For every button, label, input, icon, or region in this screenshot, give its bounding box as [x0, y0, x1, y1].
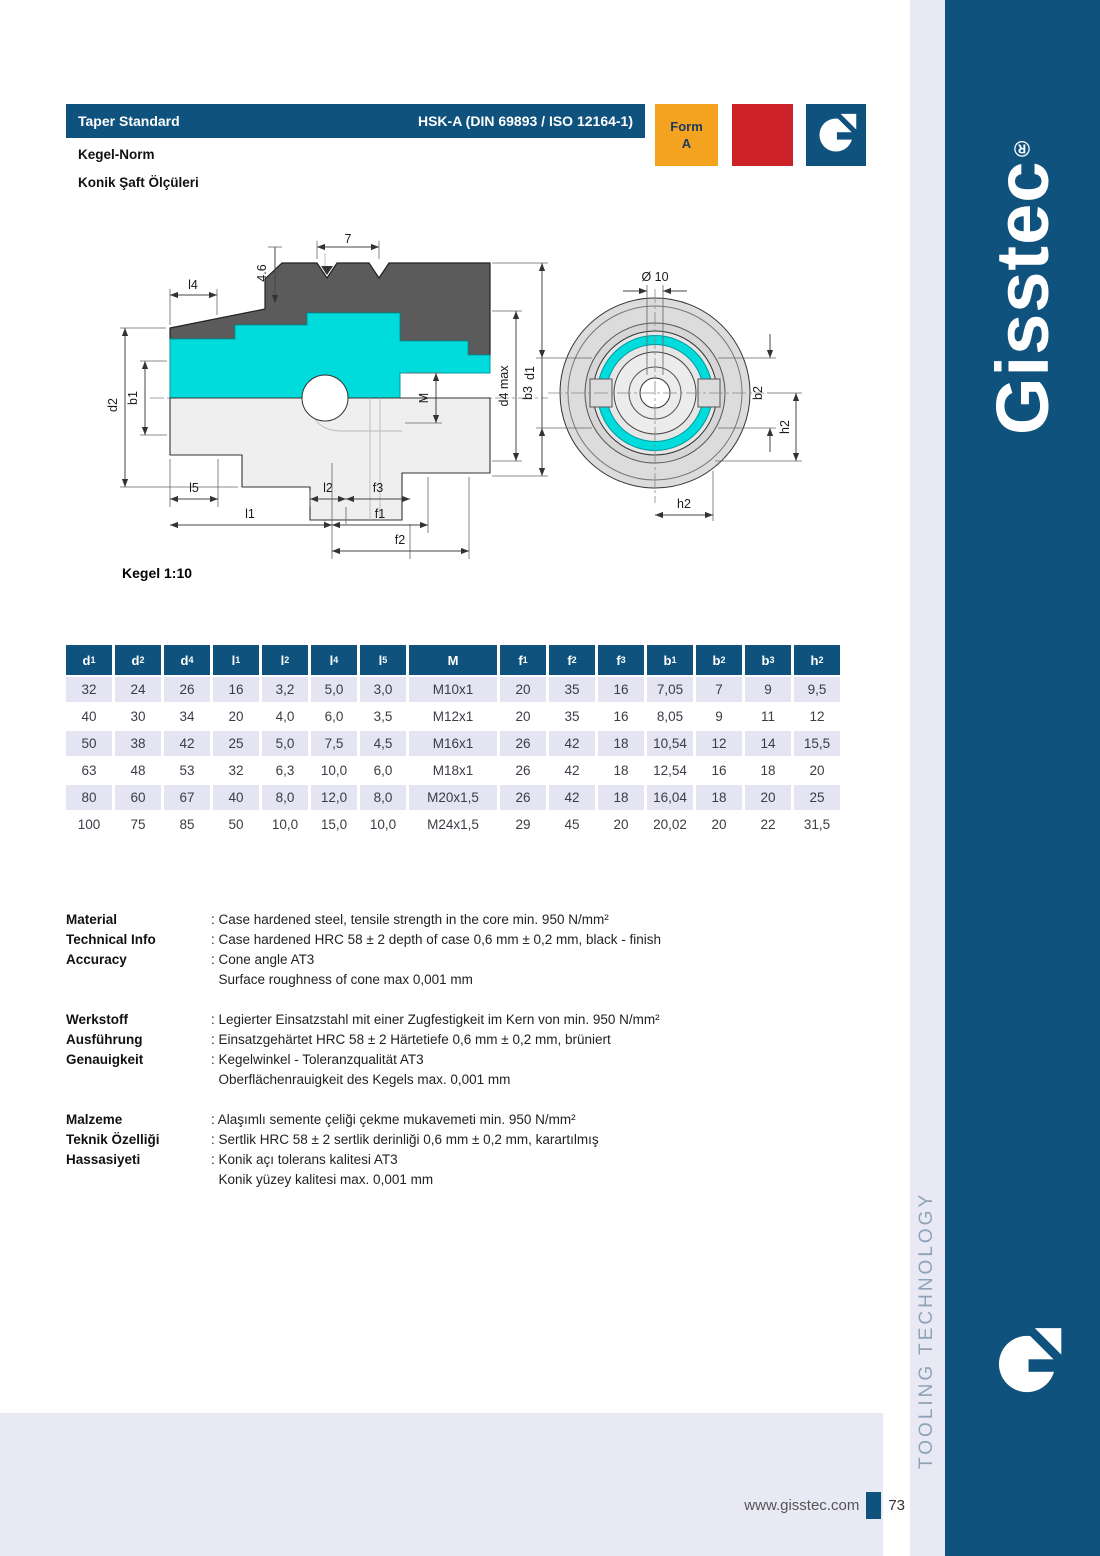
info-text: : Case hardened steel, tensile strength in the core min. 950 N/mm² — [211, 912, 609, 927]
table-cell: 50 — [66, 731, 112, 756]
table-cell: 12 — [794, 704, 840, 729]
table-cell: 20 — [696, 812, 742, 837]
info-label: Malzeme — [66, 1112, 123, 1127]
info-line — [66, 912, 826, 932]
table-cell: 22 — [745, 812, 791, 837]
info-line — [66, 972, 826, 992]
col-header-b2: b 2 — [696, 645, 742, 675]
table-cell: 42 — [549, 785, 595, 810]
col-header-f1: f 1 — [500, 645, 546, 675]
table-cell: 3,2 — [262, 677, 308, 702]
table-cell: 7,05 — [647, 677, 693, 702]
col-header-f3: f 3 — [598, 645, 644, 675]
table-cell: 80 — [66, 785, 112, 810]
info-label: Accuracy — [66, 952, 127, 967]
table-cell: 20,02 — [647, 812, 693, 837]
table-cell: 12,0 — [311, 785, 357, 810]
info-label: Werkstoff — [66, 1012, 129, 1027]
table-cell: 30 — [115, 704, 161, 729]
table-cell: 18 — [696, 785, 742, 810]
svg-text:b1: b1 — [126, 391, 140, 405]
form-a-badge — [655, 104, 718, 166]
table-cell: 10,0 — [311, 758, 357, 783]
table-cell: 20 — [745, 785, 791, 810]
svg-text:4.6: 4.6 — [255, 264, 269, 282]
svg-text:Ø 10: Ø 10 — [641, 270, 669, 284]
table-cell: 5,0 — [311, 677, 357, 702]
col-header-d1: d 1 — [66, 645, 112, 675]
table-cell: 20 — [598, 812, 644, 837]
info-text: : Einsatzgehärtet HRC 58 ± 2 Härtetiefe 0,6 mm ± 0,2 mm, brüniert — [211, 1032, 611, 1047]
svg-text:h2: h2 — [778, 420, 792, 434]
header-logo-box — [806, 104, 866, 166]
table-cell: 6,3 — [262, 758, 308, 783]
table-cell: 42 — [549, 731, 595, 756]
registered-mark: ® — [1009, 134, 1035, 161]
svg-text:h2: h2 — [677, 497, 691, 511]
table-cell: 16 — [598, 677, 644, 702]
tagline-vertical-text: TOOLING TECHNOLOGY — [916, 1191, 937, 1469]
table-cell: 6,0 — [360, 758, 406, 783]
table-cell: 5,0 — [262, 731, 308, 756]
table-cell: 32 — [66, 677, 112, 702]
col-header-l4: l 4 — [311, 645, 357, 675]
table-cell: 24 — [115, 677, 161, 702]
info-label: Technical Info — [66, 932, 156, 947]
info-label: Ausführung — [66, 1032, 143, 1047]
table-cell: 35 — [549, 677, 595, 702]
col-header-l2: l 2 — [262, 645, 308, 675]
brand-name: Gisstec — [981, 160, 1064, 436]
info-text: : Legierter Einsatzstahl mit einer Zugfestigkeit im Kern von min. 950 N/mm² — [211, 1012, 660, 1027]
svg-text:Kegel 1:10: Kegel 1:10 — [122, 565, 193, 581]
table-cell: M18x1 — [409, 758, 497, 783]
table-cell: 42 — [549, 758, 595, 783]
table-cell: 40 — [66, 704, 112, 729]
table-cell: 9 — [745, 677, 791, 702]
table-cell: 20 — [500, 677, 546, 702]
footer-accent-rect — [866, 1492, 881, 1519]
info-block — [66, 1112, 826, 1192]
spec-table — [66, 645, 840, 837]
table-cell: 45 — [549, 812, 595, 837]
table-cell: 25 — [213, 731, 259, 756]
table-cell: 3,5 — [360, 704, 406, 729]
info-text: Oberflächenrauigkeit des Kegels max. 0,001 mm — [211, 1072, 511, 1087]
info-label — [66, 972, 211, 992]
info-text: Konik yüzey kalitesi max. 0,001 mm — [211, 1172, 434, 1187]
info-line — [66, 1152, 826, 1172]
table-cell: 16 — [598, 704, 644, 729]
red-color-badge — [732, 104, 793, 166]
table-cell: 9 — [696, 704, 742, 729]
table-cell: 8,05 — [647, 704, 693, 729]
page-number: 73 — [888, 1497, 905, 1514]
table-cell: 63 — [66, 758, 112, 783]
table-cell: 14 — [745, 731, 791, 756]
table-cell: 40 — [213, 785, 259, 810]
footer-row — [500, 1492, 905, 1519]
table-cell: 26 — [500, 785, 546, 810]
table-cell: 31,5 — [794, 812, 840, 837]
info-line — [66, 1132, 826, 1152]
table-cell: 7 — [696, 677, 742, 702]
table-cell: 26 — [500, 758, 546, 783]
table-cell: 20 — [213, 704, 259, 729]
info-text: : Case hardened HRC 58 ± 2 depth of case 0,6 mm ± 0,2 mm, black - finish — [211, 932, 662, 947]
table-cell: 4,5 — [360, 731, 406, 756]
svg-text:M: M — [417, 392, 431, 404]
table-cell: 12,54 — [647, 758, 693, 783]
info-line — [66, 1012, 826, 1032]
table-cell: 50 — [213, 812, 259, 837]
table-cell: M12x1 — [409, 704, 497, 729]
info-line — [66, 1172, 826, 1192]
gisstec-logo-icon-small — [813, 112, 859, 158]
table-cell: 20 — [500, 704, 546, 729]
table-cell: M10x1 — [409, 677, 497, 702]
svg-text:l1: l1 — [245, 507, 255, 521]
col-header-l1: l 1 — [213, 645, 259, 675]
title-bar — [66, 104, 645, 138]
table-cell: 10,0 — [262, 812, 308, 837]
info-label — [66, 1072, 211, 1092]
website-link[interactable]: www.gisstec.com — [744, 1497, 860, 1514]
col-header-h2: h 2 — [794, 645, 840, 675]
table-cell: 18 — [745, 758, 791, 783]
table-cell: 67 — [164, 785, 210, 810]
info-text: : Konik açı tolerans kalitesi AT3 — [211, 1152, 398, 1167]
svg-text:7: 7 — [344, 233, 352, 246]
subtitle-german: Kegel-Norm — [78, 147, 155, 162]
form-label: Form — [670, 119, 703, 134]
table-cell: 34 — [164, 704, 210, 729]
brand-vertical-text — [945, 50, 1100, 520]
table-cell: 12 — [696, 731, 742, 756]
svg-text:d4 max: d4 max — [497, 365, 511, 407]
title-bar-left: Taper Standard — [78, 113, 180, 129]
table-cell: 18 — [598, 731, 644, 756]
col-header-b3: b 3 — [745, 645, 791, 675]
subtitle-turkish: Konik Şaft Ölçüleri — [78, 175, 199, 190]
side-section-view — [106, 233, 548, 581]
table-cell: 3,0 — [360, 677, 406, 702]
table-cell: 15,5 — [794, 731, 840, 756]
table-cell: 42 — [164, 731, 210, 756]
table-cell: 18 — [598, 785, 644, 810]
table-cell: 38 — [115, 731, 161, 756]
info-text: : Alaşımlı semente çeliği çekme mukavemeti min. 950 N/mm² — [211, 1112, 576, 1127]
svg-text:b3: b3 — [521, 386, 535, 400]
col-header-f2: f 2 — [549, 645, 595, 675]
info-block — [66, 912, 826, 992]
table-cell: 100 — [66, 812, 112, 837]
info-block — [66, 1012, 826, 1092]
table-cell: 7,5 — [311, 731, 357, 756]
col-header-l5: l 5 — [360, 645, 406, 675]
info-text: Surface roughness of cone max 0,001 mm — [211, 972, 473, 987]
table-cell: 9,5 — [794, 677, 840, 702]
table-cell: 16 — [696, 758, 742, 783]
svg-text:l4: l4 — [188, 278, 198, 292]
info-label: Teknik Özelliği — [66, 1132, 160, 1147]
info-label — [66, 1172, 211, 1192]
table-cell: 18 — [598, 758, 644, 783]
col-header-b1: b 1 — [647, 645, 693, 675]
table-cell: 16 — [213, 677, 259, 702]
col-header-d2: d 2 — [115, 645, 161, 675]
svg-text:l2: l2 — [323, 481, 333, 495]
table-cell: 10,54 — [647, 731, 693, 756]
table-cell: 32 — [213, 758, 259, 783]
info-label: Hassasiyeti — [66, 1152, 141, 1167]
table-cell: 60 — [115, 785, 161, 810]
svg-text:f3: f3 — [372, 481, 384, 495]
info-line — [66, 932, 826, 952]
table-cell: 16,04 — [647, 785, 693, 810]
svg-text:l5: l5 — [189, 481, 199, 495]
info-line — [66, 1072, 826, 1092]
table-cell: 11 — [745, 704, 791, 729]
table-cell: 10,0 — [360, 812, 406, 837]
col-header-M: M — [409, 645, 497, 675]
svg-text:b2: b2 — [751, 386, 765, 400]
info-text: : Kegelwinkel - Toleranzqualität AT3 — [211, 1052, 424, 1067]
table-cell: M24x1,5 — [409, 812, 497, 837]
table-cell: 25 — [794, 785, 840, 810]
footer-band — [0, 1413, 883, 1556]
table-cell: 35 — [549, 704, 595, 729]
info-line — [66, 1112, 826, 1132]
svg-text:f1: f1 — [374, 507, 386, 521]
info-line — [66, 952, 826, 972]
table-cell: 29 — [500, 812, 546, 837]
table-cell: 8,0 — [262, 785, 308, 810]
table-cell: 26 — [500, 731, 546, 756]
table-cell: 6,0 — [311, 704, 357, 729]
info-label: Material — [66, 912, 118, 927]
table-cell: 48 — [115, 758, 161, 783]
table-cell: 4,0 — [262, 704, 308, 729]
info-label: Genauigkeit — [66, 1052, 144, 1067]
svg-text:f2: f2 — [394, 533, 406, 547]
table-cell: 20 — [794, 758, 840, 783]
drive-hole — [302, 375, 348, 421]
table-cell: M16x1 — [409, 731, 497, 756]
info-text: : Sertlik HRC 58 ± 2 sertlik derinliği 0,6 mm ± 0,2 mm, karartılmış — [211, 1132, 599, 1147]
table-cell: 53 — [164, 758, 210, 783]
front-view — [521, 270, 802, 521]
technical-drawing — [70, 233, 860, 593]
table-cell: 85 — [164, 812, 210, 837]
table-cell: M20x1,5 — [409, 785, 497, 810]
svg-text:d1: d1 — [523, 366, 537, 380]
info-line — [66, 1052, 826, 1072]
gisstec-logo-icon — [988, 1325, 1066, 1403]
info-text: : Cone angle AT3 — [211, 952, 315, 967]
table-cell: 75 — [115, 812, 161, 837]
svg-text:d2: d2 — [106, 398, 120, 412]
table-cell: 26 — [164, 677, 210, 702]
col-header-d4: d 4 — [164, 645, 210, 675]
table-cell: 8,0 — [360, 785, 406, 810]
info-line — [66, 1032, 826, 1052]
title-bar-right: HSK-A (DIN 69893 / ISO 12164-1) — [417, 113, 633, 129]
table-cell: 15,0 — [311, 812, 357, 837]
form-letter: A — [681, 136, 692, 151]
